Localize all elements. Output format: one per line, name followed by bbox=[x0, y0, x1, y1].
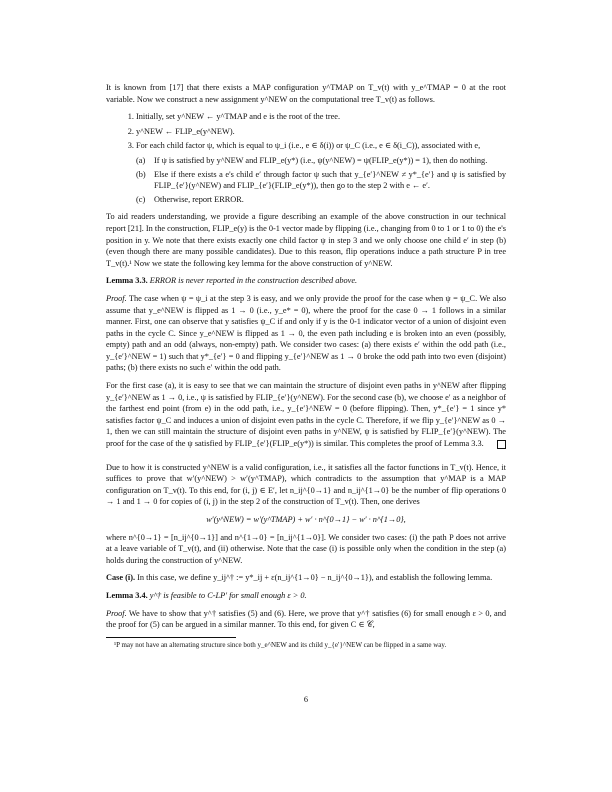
substep-a bbox=[136, 155, 506, 167]
step-1: 1. Initially, set y^NEW ← y^TMAP and e is the root of the tree. bbox=[136, 111, 506, 123]
proof-1-text-2: For the first case (a), it is easy to see that we can maintain the structure of disjoint even paths in y^NEW after flipping y_{e′}^NEW as 1 → 0, i.e., ψ is satisfied by FLIP_{e′}(y^NEW). For the second case (b), we choose e′ as a neighbor of the farthest end point (from e) in the odd path, i.e., y_{e′}^NEW = 0 (before flipping). Then, y*_{e′} = 1 since y* satisfies factor ψ_C and induces a union of disjoint even paths in the cycle C. Therefore, if we flip y_{e′}^NEW as 0 → 1, then we can still maintain the structure of disjoint even paths in y^NEW, ψ is satisfied by FLIP_{e′}(y^NEW). The proof for the case of the ψ satisfied by FLIP_{e′}(FLIP_e(y*)) is similar. This completes the proof of Lemma 3.3. bbox=[106, 381, 506, 449]
where-paragraph: where n^{0→1} = [n_ij^{0→1}] and n^{1→0} = [n_ij^{1→0}]. We consider two cases: (i) the path P does not arrive at a leave variable of T_v(t), and (ii) otherwise. Note that the case (i) is possible only when the condition in the step (a) holds during the construction of y^NEW. bbox=[106, 532, 506, 565]
substep-b-text: Else if there exists a e's child e′ through factor ψ such that y_{e′}^NEW ≠ y*_{e′} and ψ is satisfied by FLIP_{e′}(y^NEW) and FLIP_{e′}(FLIP_e(y*)), then go to the step 2 with e ← e′. bbox=[154, 169, 506, 191]
aid-paragraph: To aid readers understanding, we provide a figure describing an example of the above construction in our technical report [21]. In the construction, FLIP_e(y) is the 0-1 vector made by flipping (i.e., changing from 0 to 1 or 1 to 0) the e's position in y. We note that there exists exactly one child factor ψ in step 3 and we only choose one child e′ in step (b) (even though there are many possible candidates). Due to this reason, flip operations induce a path structure P in tree T_v(t).¹ Now we state the following key lemma for the above construction of y^NEW. bbox=[106, 212, 506, 268]
substep-b bbox=[136, 169, 506, 192]
lemma-3-4-title: Lemma 3.4. bbox=[106, 590, 148, 600]
substep-a-label: (a) bbox=[136, 155, 146, 165]
substep-c-label: (c) bbox=[136, 194, 146, 204]
case-i-title: Case (i). bbox=[106, 573, 136, 583]
substep-b-label: (b) bbox=[136, 169, 146, 179]
lemma-3-3-title: Lemma 3.3. bbox=[106, 276, 148, 286]
proof-1-title: Proof. bbox=[106, 293, 127, 303]
valid-config-paragraph: Due to how it is constructed y^NEW is a valid configuration, i.e., it satisfies all the factor functions in T_v(t). Hence, it suffices to prove that w′(y^NEW) > w′(y^TMAP), which contradicts to the assumption that y^MAP is a MAP configuration on T_v(t). To this end, for (i, j) ∈ E′, let n_ij^{0→1} and n_ij^{1→0} be the number of flip operations 0 → 1 and 1 → 0 for copies of (i, j) in the step 2 of the construction of T_v(t). Then, one derives bbox=[106, 462, 506, 507]
footnote: ¹P may not have an alternating structure since both y_e^NEW and its child y_{e′}^NEW can be flipped in a same way. bbox=[114, 640, 447, 649]
lemma-3-3-body: ERROR is never reported in the construction described above. bbox=[149, 276, 358, 286]
substep-c bbox=[136, 194, 506, 206]
proof-1-paragraph-1 bbox=[106, 293, 506, 374]
qed-box-icon bbox=[497, 440, 506, 449]
proof-2-paragraph bbox=[106, 608, 506, 631]
step-3-text: For each child factor ψ, which is equal to ψ_i (i.e., e ∈ δ(i)) or ψ_C (i.e., e ∈ δ(i_C)), associated with e, bbox=[136, 141, 481, 151]
lemma-3-4 bbox=[106, 590, 506, 602]
construction-steps bbox=[106, 111, 506, 205]
lemma-3-4-body: y^† is feasible to C-LP′ for small enough ε > 0. bbox=[149, 590, 307, 600]
substep-a-text: If ψ is satisfied by y^NEW and FLIP_e(y*) (i.e., ψ(y^NEW) = ψ(FLIP_e(y*)) = 1), then do nothing. bbox=[154, 155, 488, 165]
substep-c-text: Otherwise, report ERROR. bbox=[154, 194, 244, 204]
case-i-paragraph bbox=[106, 572, 506, 584]
proof-2-title: Proof. bbox=[106, 608, 127, 618]
step-2: 2. y^NEW ← FLIP_e(y^NEW). bbox=[136, 126, 506, 138]
step-3 bbox=[136, 140, 506, 205]
page-number: 6 bbox=[303, 695, 309, 704]
footnote-rule bbox=[106, 637, 236, 638]
proof-2-text: We have to show that y^† satisfies (5) and (6). Here, we prove that y^† satisfies (6) for small enough ε > 0, and the proof for (5) can be argued in a similar manner. To this end, for given C ∈ 𝒞, bbox=[106, 608, 506, 630]
case-i-text: In this case, we define y_ij^† := y*_ij + ε(n_ij^{1→0} − n_ij^{0→1}), and establish the following lemma. bbox=[137, 573, 493, 583]
proof-1-paragraph-2 bbox=[106, 380, 506, 450]
proof-1-text-1: The case when ψ = ψ_i at the step 3 is easy, and we only provide the proof for the case when ψ = ψ_C. We also assume that y_e^NEW is flipped as 1 → 0 (i.e., y_e* = 0), where the proof for the case 0 → 1 follows in a similar manner. First, one can observe that y satisfies ψ_C if and only if y is the 0-1 indicator vector of a union of disjoint even paths in the cycle C. Since y_e^NEW is flipped as 1 → 0, the even path including e is broken into an even (possibly, empty) path and an odd (always, non-empty) path. We consider two cases: (a) there exists e′ within the odd path (i.e., y_{e′}^NEW = 1) such that y*_{e′} = 0 and flipping y_{e′}^NEW as 1 → 0 broke the odd path into two even (disjoint) paths; (b) there exists no such e′ within the odd path. bbox=[106, 293, 506, 373]
weight-equation: w′(y^NEW) = w′(y^TMAP) + w′ · n^{0→1} − w′ · n^{1→0}, bbox=[206, 515, 406, 524]
step-3-substeps bbox=[136, 155, 506, 205]
intro-paragraph: It is known from [17] that there exists a MAP configuration y^TMAP on T_v(t) with y_e^TMAP = 0 at the root variable. Now we construct a new assignment y^NEW on the computational tree T_v(t) as follows. bbox=[106, 83, 506, 104]
lemma-3-3 bbox=[106, 275, 506, 287]
paper-page bbox=[106, 82, 506, 704]
